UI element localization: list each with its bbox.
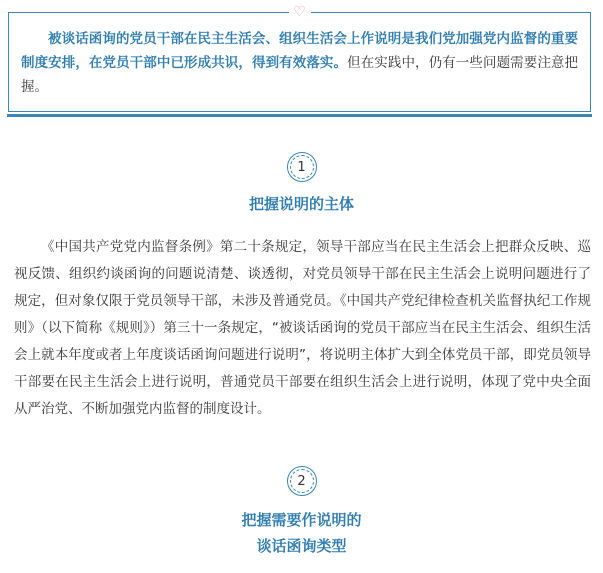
intro-paragraph [21, 27, 578, 99]
section-number-2: 2 [290, 469, 314, 493]
section-title-1: 把握说明的主体 [248, 195, 354, 213]
section-number-1: 1 [290, 155, 314, 179]
section-title-2-line1: 把握需要作说明的 [241, 511, 362, 529]
intro-bold-text: 被谈话函询的党员干部在民主生活会、组织生活会上作说明是我们党加强党内监督的重要制度安排，在党员干部中已形成共识，得到有效落实。 [21, 31, 578, 71]
section-number-badge-1 [287, 152, 317, 182]
heart-icon: ♡ [289, 4, 311, 20]
intro-box [8, 4, 591, 112]
section-title-2-line2: 谈话函询类型 [256, 537, 347, 555]
intro-normal-text: 但在实践中，仍有一些问题需要注意把握。 [21, 55, 579, 95]
section-body-1: 《中国共产党党内监督条例》第二十条规定，领导干部应当在民主生活会上把群众反映、巡视反馈、组织约谈函询的问题说清楚、谈透彻，对党员领导干部在民主生活会上说明问题进行了规定，但对象仅限于党员领导干部，未涉及普通党员。《中国共产党纪律检查机关监督执纪工作规则》（以下简称《规则》）第三十一条规定，“被谈话函询的党员干部应当在民主生活会、组织生活会上就本年度或者上年度谈话函询问题进行说明”，将说明主体扩大到全体党员干部，即党员领导干部要在民主生活会上进行说明，普通党员干部要在组织生活会上进行说明，体现了党中央全面从严治党、不断加强党内监督的制度设计。 [14, 239, 591, 417]
section-number-badge-2 [287, 466, 317, 496]
